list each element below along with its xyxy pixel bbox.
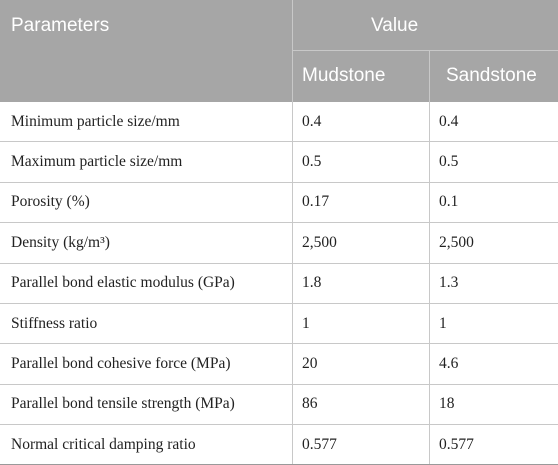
- header-divider-right: [429, 51, 430, 102]
- mudstone-cell: 1.8: [302, 274, 322, 292]
- table-row: [0, 385, 558, 425]
- sandstone-cell: 4.6: [439, 355, 459, 373]
- param-cell: Parallel bond elastic modulus (GPa): [11, 274, 235, 292]
- sandstone-cell: 1: [439, 314, 447, 332]
- mudstone-cell: 0.577: [302, 436, 337, 454]
- header-divider-horizontal: [292, 50, 558, 51]
- sandstone-cell: 18: [439, 395, 455, 413]
- table-header: [0, 0, 558, 102]
- param-cell: Minimum particle size/mm: [11, 112, 180, 130]
- sandstone-cell: 0.4: [439, 112, 459, 130]
- table-row: [0, 304, 558, 344]
- param-cell: Maximum particle size/mm: [11, 153, 183, 171]
- param-cell: Normal critical damping ratio: [11, 436, 196, 454]
- param-cell: Density (kg/m³): [11, 233, 110, 251]
- param-cell: Stiffness ratio: [11, 314, 98, 332]
- table-row: [0, 183, 558, 223]
- header-value: Value: [371, 15, 419, 36]
- param-cell: Porosity (%): [11, 193, 90, 211]
- sandstone-cell: 1.3: [439, 274, 459, 292]
- mudstone-cell: 0.17: [302, 193, 330, 211]
- param-cell: Parallel bond cohesive force (MPa): [11, 355, 231, 373]
- sandstone-cell: 2,500: [439, 233, 474, 251]
- mudstone-cell: 86: [302, 395, 318, 413]
- mudstone-cell: 0.5: [302, 153, 322, 171]
- mudstone-cell: 20: [302, 355, 318, 373]
- table-row: [0, 142, 558, 182]
- header-divider-left: [292, 0, 293, 102]
- table-row: [0, 223, 558, 263]
- param-cell: Parallel bond tensile strength (MPa): [11, 395, 235, 413]
- sandstone-cell: 0.1: [439, 193, 459, 211]
- table-row: [0, 264, 558, 304]
- table-row: [0, 102, 558, 142]
- mudstone-cell: 1: [302, 314, 310, 332]
- header-mudstone: Mudstone: [302, 65, 386, 86]
- sandstone-cell: 0.577: [439, 436, 474, 454]
- mudstone-cell: 2,500: [302, 233, 337, 251]
- header-parameters: Parameters: [11, 15, 110, 36]
- table-row: [0, 344, 558, 384]
- table-row: [0, 425, 558, 465]
- header-sandstone: Sandstone: [446, 65, 537, 86]
- table-body: [0, 102, 558, 465]
- sandstone-cell: 0.5: [439, 153, 459, 171]
- mudstone-cell: 0.4: [302, 112, 322, 130]
